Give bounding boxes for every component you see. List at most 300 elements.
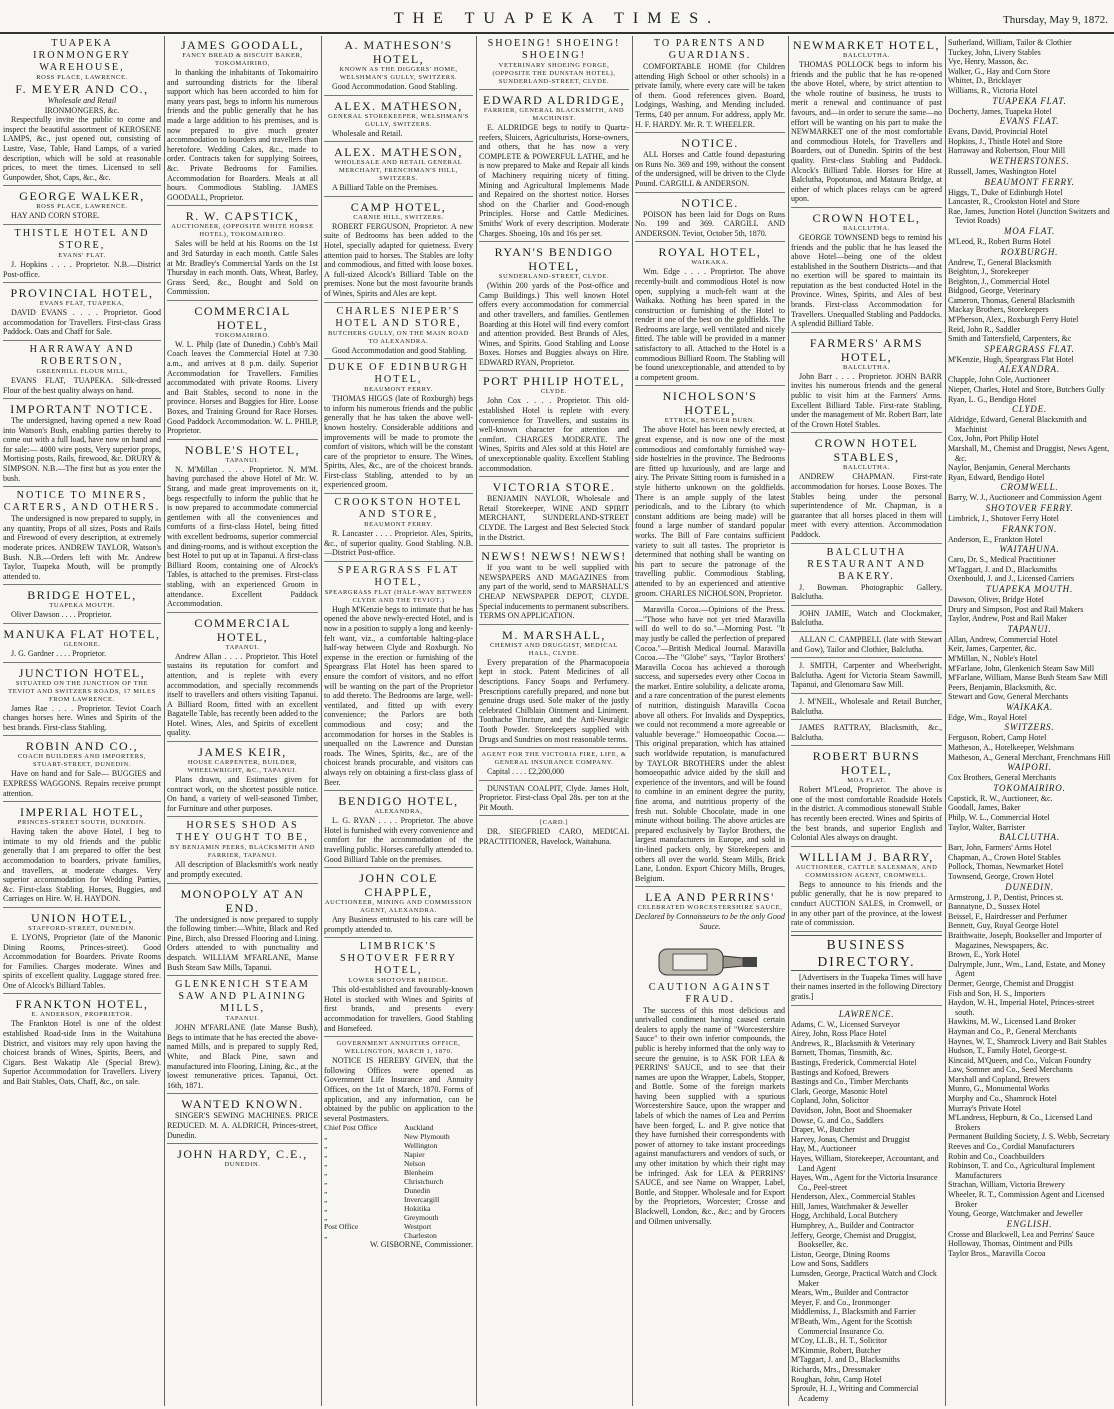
ad-subheading: EVANS' FLAT.	[58, 251, 106, 259]
directory-entry: Beighton, J., Storekeeper	[948, 267, 1029, 277]
directory-entry: Crosse and Blackwell, Lea and Perrins' Sauce	[948, 1229, 1095, 1239]
advertisement	[479, 374, 629, 477]
table-row	[324, 1195, 473, 1204]
advertisement	[479, 245, 629, 371]
column-1	[3, 38, 161, 1404]
column-3	[324, 38, 473, 1404]
directory-entry: Goodall, James, Baker	[948, 803, 1021, 813]
ad-body: ROBERT FERGUSON, Proprietor. A new suite of Bedrooms has been added to the Hotel, specially adapted for quietness. Every attention paid to horses. The Stables are lofty and commodious, and fitted with loose boxes. A full-sized Alcock's Billiard Table on the premises. None but the most favourite brands of Wines, Spirits and Ales are kept.	[324, 221, 473, 298]
ad-subheading: TAPANUI.	[225, 643, 260, 651]
ad-heading: WILLIAM J. BARRY,	[799, 849, 934, 864]
table-cell: Chief Post Office	[324, 1123, 378, 1133]
directory-entry: Taylor, Andrew, Post and Rail Maker	[948, 614, 1067, 624]
ad-line: Wholesale and Retail	[47, 96, 117, 105]
ad-subheading: WAIKAKA.	[691, 259, 729, 267]
ad-body: This old-established and favourably-known Hotel is stocked with Wines and Spirits of first brands, and presents every accommodation for travellers. Good Stabling and Horsefeed.	[324, 985, 473, 1033]
ad-body: ALL Horses and Cattle found depasturing on Runs No. 369 and 199, without the consent of the undersigned, will be driven to the Clyde Pound. CARGILL & ANDERSON.	[635, 150, 785, 188]
table-row	[324, 1141, 473, 1150]
directory-section	[948, 156, 1111, 177]
directory-section	[948, 247, 1111, 344]
ad-firm-name: F. MEYER AND CO.,	[15, 82, 149, 96]
ad-body: John Barr . . . . Proprietor. JOHN BARR invites his numerous friends and the general public to visit him at the Farmers' Arms. Excellent Billiard Table. First-rate Stabling, under the management of Mr. Robert Barr, late of the Crown Hotel Stables.	[791, 371, 942, 429]
table-cell: Charleston	[403, 1231, 437, 1241]
ad-line: IRONMONGERS, &c.	[44, 105, 120, 115]
ad-heading: RYAN'S BENDIGO HOTEL,	[494, 245, 614, 274]
directory-entry: Bannatyne, D., Sussex Hotel	[948, 902, 1040, 912]
ad-body: L. G. RYAN . . . . Proprietor. The above Hotel is furnished with every convenience and comfort for the accommodation of the travelling public. Horses carefully attended to. Good Billiard Table on the premises.	[324, 816, 473, 864]
directory-entry: Kincaid, M'Queen, and Co., Vulcan Foundry	[948, 1055, 1092, 1065]
directory-entry: Walker, G., Hay and Corn Store	[948, 66, 1051, 76]
directory-section-heading: ENGLISH.	[1006, 1218, 1053, 1229]
ad-subheading: PRINCES-STREET SOUTH, DUNEDIN.	[17, 819, 147, 827]
ad-heading: CROWN HOTEL STABLES,	[814, 436, 919, 465]
ad-subheading: FARRIER, GENERAL BLACKSMITH, AND MACHINIST.	[483, 107, 625, 122]
table-cell: New Plymouth	[403, 1132, 450, 1142]
directory-section	[948, 762, 1111, 783]
ad-body: Oliver Dawson . . . . Proprietor.	[11, 610, 112, 620]
directory-entry: Drury and Simpson, Post and Rail Makers	[948, 604, 1084, 614]
directory-entry: Limbrick, J., Shotover Ferry Hotel	[948, 513, 1059, 523]
directory-section-heading: CLYDE.	[1012, 404, 1047, 415]
advertisement	[479, 784, 629, 817]
ad-body: Robert M'Leod, Proprietor. The above is one of the most comfortable Roadside Hotels in the district. A commodious stonewall Stable has recently been erected. Wines and Spirits of the best brands, and superior English and Colonial Ales always on draught.	[791, 785, 942, 843]
ad-body: James Rae . . . . Proprietor. Teviot Coach changes horses here. Wines and Spirits of the best brands. First-class Stabling.	[3, 703, 161, 732]
ad-subheading: GENERAL STOREKEEPER, WELSHMAN'S GULLY, SWITZERS.	[328, 112, 469, 128]
directory-entry: Nieper, Charles, Hotel and Store, Butchers Gully	[948, 385, 1105, 395]
directory-entry: Hayman and Co., P., General Merchants	[948, 1026, 1077, 1036]
ad-heading: A. MATHESON'S HOTEL,	[344, 38, 453, 66]
ad-body: ALLAN C. CAMPBELL (late with Stewart and Gow), Tailor and Clothier, Balclutha.	[791, 634, 942, 654]
directory-entry: Fish and Son, H. S., Importers	[948, 988, 1046, 998]
ad-body: Every preparation of the Pharmacopoeia kept in stock. Patent Medicines of all descriptions. Fancy Soaps and Perfumery. Prescriptions carefully prepared, and none but genuine drugs used. Sole maker of the justly celebrated Chilblain Ointment and Liniment. Toothache Tincture, and the Anti-Neuralgic Tooth Powder. Storekeepers supplied with Drugs and Sundries on most reasonable terms.	[479, 657, 629, 744]
directory-entry: Wheeler, R. T., Commission Agent and Licensed Broker	[948, 1190, 1105, 1209]
advertisement	[3, 402, 161, 487]
ad-heading: BRIDGE HOTEL,	[27, 588, 137, 603]
directory-entry: Edge, Wm., Royal Hotel	[948, 712, 1027, 722]
directory-entry: Townsend, George, Crown Hotel	[948, 872, 1054, 881]
ad-body: Good Accommodation and good Stabling.	[332, 345, 467, 355]
post-office-table	[324, 1123, 473, 1240]
ad-heading: CHARLES NIEPER'S HOTEL AND STORE,	[335, 305, 462, 329]
directory-entry: Hayes, Wm., Agent for the Victoria Insurance Co., Peel-street	[791, 1173, 938, 1192]
ad-subheading: COACH BUILDERS AND IMPORTERS, STUART-STREET, DUNEDIN.	[17, 753, 147, 769]
ad-body: J. Hopkins . . . . Proprietor. N.B.—District Post-office.	[3, 259, 161, 279]
advertisement	[791, 336, 942, 434]
directory-entry: Smith and Tattersfield, Carpenters, &c	[948, 334, 1072, 344]
directory-entry: Barry, W. J., Auctioneer and Commission Agent	[948, 493, 1102, 503]
directory-entry: Davidson, John, Boot and Shoemaker	[791, 1105, 912, 1115]
directory-entry: Aldridge, Edward, General Blacksmith and Machinist	[948, 415, 1087, 434]
directory-entry: Caro, Dr. S., Medical Practitioner	[948, 555, 1056, 565]
ad-heading: LEA AND PERRINS'	[645, 890, 775, 905]
directory-section-heading: SWITZERS.	[1004, 722, 1055, 733]
directory-entry: Cox Brothers, General Merchants	[948, 773, 1056, 783]
ad-heading: NEWMARKET HOTEL,	[792, 38, 941, 52]
ad-subheading: BUTCHERS GULLY, ON THE MAIN ROAD TO ALEXANDRA.	[327, 329, 470, 345]
table-row	[324, 1186, 473, 1195]
advertisement	[3, 997, 161, 1089]
advertisement	[791, 723, 942, 746]
ad-heading: EDWARD ALDRIDGE,	[483, 93, 625, 107]
advertisement	[791, 661, 942, 694]
advertisement	[791, 635, 942, 658]
column-4	[479, 38, 629, 1404]
ad-body: Sales will be held at his Rooms on the 1st and 3rd Saturday in each month. Cattle Sales at Mr. Bradley's Commercial Yards on the 1st Thursday in each month. Oats, Wheat, Barley, Grass Seed, &c., Bought and Sold on Commission.	[167, 239, 318, 297]
directory-entry: M'Leod, R., Robert Burns Hotel	[948, 236, 1051, 246]
ad-body: SINGER'S SEWING MACHINES. PRICE REDUCED. M. A. ALDRICH, Princes-street, Dunedin.	[167, 1111, 318, 1140]
table-row	[324, 1132, 473, 1141]
ad-heading: CROWN HOTEL,	[812, 210, 921, 225]
directory-entry: Liston, George, Dining Rooms	[791, 1249, 890, 1259]
directory-entry: Lancaster, R., Crookston Hotel and Store	[948, 197, 1080, 207]
table-cell: Dunedin	[403, 1186, 431, 1196]
ad-body: NOTICE IS HEREBY GIVEN, that the following Offices were opened as Government Life Insurance and Annuity Offices, on the 1st of March, 1870. Forms of application, and any information, can be obtained by the public on application to the several Postmasters.	[324, 1056, 473, 1123]
ad-subheading: DUNEDIN.	[224, 1161, 261, 1169]
table-cell: „	[324, 1132, 328, 1142]
directory-section-heading: DUNEDIN.	[1005, 881, 1054, 892]
directory-entry: Dermer, George, Chemist and Druggist	[948, 978, 1074, 988]
ad-heading: ALEX. MATHESON,	[334, 98, 463, 113]
table-row	[324, 1168, 473, 1177]
directory-section	[948, 482, 1111, 503]
directory-entry: Lumsden, George, Practical Watch and Clock Maker	[791, 1269, 937, 1288]
directory-section-heading: BALCLUTHA.	[999, 832, 1060, 843]
advertisement	[3, 739, 161, 802]
directory-entry: Chapple, John Cole, Auctioneer	[948, 375, 1050, 385]
ad-heading: THISTLE HOTEL AND STORE,	[14, 227, 150, 251]
advertisement	[167, 443, 318, 613]
advertisement	[635, 605, 785, 887]
advertisement	[479, 628, 629, 748]
directory-entry: Dawson, Oliver, Bridge Hotel	[948, 594, 1044, 604]
ad-subheading: BALCLUTHA.	[843, 224, 890, 232]
directory-entry: Jeffery, George, Chemist and Druggist, Bookseller, &c.	[791, 1230, 917, 1250]
ad-body: J. SMITH, Carpenter and Wheelwright, Balclutha. Agent for Victoria Steam Sawmill, Tapanui, and Glenomaru Saw Mill.	[791, 661, 942, 690]
directory-entry: M'Farlane, John, Glenkenich Steam Saw Mill	[948, 663, 1095, 673]
directory-section	[948, 544, 1111, 584]
directory-section	[948, 624, 1111, 702]
table-cell: Nelson	[403, 1159, 426, 1169]
directory-entry: Murray's Private Hotel	[948, 1103, 1021, 1113]
ad-heading: HORSES SHOD AS THEY OUGHT TO BE,	[176, 820, 309, 844]
directory-entry: Keir, James, Carpenter, &c.	[948, 644, 1037, 654]
ad-body: A Billiard Table on the Premises.	[332, 183, 438, 193]
advertisement	[167, 616, 318, 742]
directory-section-heading: WAITAHUNA.	[999, 544, 1060, 555]
ad-body: Declared by Connoisseurs to be the only Good Sauce.	[635, 912, 785, 931]
directory-entry: Sutherland, William, Tailor & Clothier	[948, 38, 1072, 47]
directory-entry: Law, Somner and Co., Seed Merchants	[948, 1065, 1073, 1075]
ad-heading: CROOKSTON HOTEL AND STORE,	[334, 497, 463, 521]
directory-entry: Higgs, T., Duke of Edinburgh Hotel	[948, 187, 1063, 197]
ad-subheading: TAPANUI.	[225, 456, 260, 464]
ad-heading: WANTED KNOWN.	[181, 1097, 304, 1112]
directory-entry: Stewart and Gow, General Merchants	[948, 692, 1069, 702]
column-5	[635, 38, 785, 1404]
ad-subheading: GREENHILL FLOUR MILL,	[36, 367, 128, 375]
directory-entry: Reeves and Co., Cordial Manufacturers	[948, 1142, 1075, 1152]
directory-entry: Matheson, A., General Merchant, Frenchmans Hill	[948, 752, 1111, 762]
advertisement	[791, 749, 942, 847]
directory-entry: Middlemiss, J., Blacksmith and Farrier	[791, 1307, 916, 1317]
directory-section-heading: FRANKTON.	[1001, 523, 1058, 534]
directory-section-heading: SPEARGRASS FLAT.	[984, 343, 1075, 354]
ad-body: Respectfully invite the public to come and inspect the beautiful assortment of KEROSENE LAMPS, &c., just opened out, consisting of Lustre, Vase, Table, Hand Lamps, of a varied description, which will be sold at reasonable prices, to meet the times. Licensed to sell Gunpowder, Shot, Caps, &c., &c.	[3, 115, 161, 182]
ad-body: John Cox . . . . Proprietor. This old-established Hotel is replete with every convenience for Travellers, and sustains its well-known character for attention and comfort. CHARGES MODERATE. The Wines, Spirits and Ales sold at this Hotel are of unexceptionable quality. Excellent Stabling accommodation.	[479, 396, 629, 473]
ad-heading: JUNCTION HOTEL,	[18, 665, 146, 680]
directory-entry: Robinson, T. and Co., Agricultural Implement Manufacturers	[948, 1161, 1096, 1180]
table-cell: „	[324, 1141, 328, 1151]
directory-entry: M'Kenzie, Hugh, Speargrass Flat Hotel	[948, 354, 1074, 364]
directory-section	[948, 524, 1111, 545]
ad-body: The undersigned is now prepared to supply, in any quantity, Props of all sizes, Posts and Rails and Firewood of every description, at extremely moderate prices. ANDREW TAYLOR, Watson's Bush. N.B.—Orders left with Mr. Andrew Taylor, Tuapeka Mouth, will be promptly attended to.	[3, 514, 161, 581]
directory-entry: Rae, James, Junction Hotel (Junction Switzers and Teviot Roads)	[948, 206, 1110, 226]
directory-entry: Armstrong, J. P., Dentist, Princes st.	[948, 892, 1064, 902]
directory-entry: Allan, Andrew, Commercial Hotel	[948, 634, 1058, 644]
directory-entry: Hayes, William, Storekeeper, Accountant, and Land Agent	[791, 1153, 939, 1173]
directory-entry: Sproule, H. J., Writing and Commercial Academy	[791, 1384, 919, 1403]
ad-body: JOHN M'FARLANE (late Manse Bush), Begs to intimate that he has erected the above-named Mills, and is prepared to supply Red, White, and Black Pine, sawn and manufactured into Flooring, Lining, &c., at the lowest remunerative prices. Tapanui, Oct. 16th, 1871.	[167, 1023, 318, 1090]
directory-entry: Cameron, Thomas, General Blacksmith	[948, 295, 1075, 305]
ad-heading: PROVINCIAL HOTEL,	[10, 286, 154, 301]
ad-body: DR. SIEGFRIED CARO, MEDICAL PRACTITIONER, Havelock, Waitahuna.	[479, 827, 629, 847]
directory-entry: Hudson, T., Family Hotel, George-st.	[948, 1046, 1067, 1056]
directory-entry: M'Taggart, J. and D., Blacksmiths	[948, 564, 1057, 574]
ad-subheading: AUCTIONEER, (OPPOSITE WHITE HORSE HOTEL), TOKOMAIRIRO.	[171, 223, 314, 239]
table-row	[324, 1150, 473, 1159]
ad-body: HAY AND CORN STORE.	[11, 211, 100, 221]
ad-heading: MONOPOLY AT AN END.	[180, 886, 305, 915]
directory-entry: Williams, R., Victoria Hotel	[948, 85, 1038, 95]
directory-section	[948, 364, 1111, 404]
directory-entry: M'Beath, Wm., Agent for the Scottish Commercial Insurance Co.	[791, 1317, 912, 1336]
directory-entry: Pollock, Thomas, Newmarket Hotel	[948, 862, 1064, 872]
ad-subheading: BALCLUTHA.	[843, 363, 890, 371]
ad-heading: GEORGE WALKER,	[19, 189, 145, 204]
directory-entry: Russell, James, Washington Hotel	[948, 166, 1057, 176]
advertisement	[167, 1147, 318, 1172]
advertisement	[3, 490, 161, 585]
ad-subheading: HOUSE CARPENTER, BUILDER, WHEELWRIGHT, &C., TAPANUI.	[187, 759, 298, 775]
ad-body: Wholesale and Retail.	[332, 128, 403, 138]
masthead-rule	[0, 32, 1114, 34]
table-cell: Westport	[403, 1222, 432, 1232]
ad-subheading: TOKOMAIRIRO.	[215, 331, 270, 339]
ad-body: J. Bowman. Photographic Gallery, Balclutha.	[791, 582, 942, 602]
ad-subheading: BALCLUTHA.	[843, 464, 890, 472]
ad-subheading: CHEMIST AND DRUGGIST, MEDICAL HALL, CLYDE.	[489, 641, 619, 657]
ad-subheading: CELEBRATED WORCESTERSHIRE SAUCE,	[637, 904, 783, 912]
directory-entry: Hogg, Archibald, Local Butchery	[791, 1211, 898, 1221]
table-row	[324, 1177, 473, 1186]
directory-entry: Matheson, A., Hotelkeeper, Welshmans	[948, 743, 1075, 753]
directory-entry: Strachan, William, Victoria Brewery	[948, 1180, 1065, 1190]
directory-section-heading: LAWRENCE.	[838, 1008, 895, 1019]
ad-heading: MANUKA FLAT HOTEL,	[3, 627, 161, 641]
directory-entry: Barnett, Thomas, Tinsmith, &c.	[791, 1048, 893, 1058]
directory-entry: Naylor, Benjamin, General Merchants	[948, 463, 1071, 473]
directory-entry: Beighton, J., Commercial Hotel	[948, 276, 1050, 286]
directory-entry: Ryan, L. G., Bendigo Hotel	[948, 394, 1037, 404]
ad-subheading: BALCLUTHA.	[843, 52, 890, 59]
directory-section-heading: CROMWELL.	[1000, 482, 1059, 493]
ad-heading: GLENKENICH STEAM SAW AND PLAINING MILLS,	[175, 979, 310, 1015]
advertisement	[635, 245, 785, 386]
advertisement	[3, 588, 161, 624]
advertisement	[324, 941, 473, 1037]
directory-entry: Anderson, E., Frankton Hotel	[948, 534, 1043, 544]
directory-section	[948, 344, 1111, 365]
ad-heading: NOBLE'S HOTEL,	[184, 442, 301, 457]
table-cell: „	[324, 1195, 328, 1205]
directory-entry: Oxenbould, J. and J., Licensed Carriers	[948, 574, 1074, 584]
ad-body: Have on hand and for Sale— BUGGIES and EXPRESS WAGGONS. Repairs receive prompt attention.	[3, 769, 161, 798]
ad-body: POISON has been laid for Dogs on Runs No. 199 and 369. CARGILL AND ANDERSON. Teviot, October 5th, 1870.	[635, 209, 785, 238]
directory-entry: Peers, Benjamin, Blacksmith, &c.	[948, 682, 1057, 692]
ad-body: If you want to be well supplied with NEWSPAPERS AND MAGAZINES from any part of the world, send to MARSHALL'S CHEAP NEWSPAPER DEPOT, CLYDE. Special inducements to permanent subscribers. TERMS ON APPLICATION.	[479, 563, 629, 621]
directory-entry: M'Farlane, William, Manse Bush Steam Saw Mill	[948, 673, 1108, 683]
ad-heading: LIMBRICK'S SHOTOVER FERRY HOTEL,	[340, 941, 457, 977]
table-row	[324, 1231, 473, 1240]
directory-section	[948, 96, 1111, 117]
advertisement	[479, 93, 629, 242]
ad-heading: TUAPEKA IRONMONGERY WAREHOUSE,	[33, 38, 131, 73]
directory-entry: Bennett, Guy, Royal George Hotel	[948, 921, 1059, 931]
column-7-directory	[948, 38, 1111, 1404]
table-cell: „	[324, 1150, 328, 1160]
ad-subheading: ROSS PLACE, LAWRENCE.	[36, 74, 128, 81]
advertisement	[791, 38, 942, 208]
ad-subheading: WHOLESALE AND RETAIL GENERAL MERCHANT, FRENCHMAN'S HILL, SWITZERS.	[334, 159, 463, 183]
ad-body: The undersigned is now prepared to supply the following timber:—White, Black and Red Pine, Birch, also Dressed Flooring and Lining. Orders attended to with punctuality and despatch. WILLIAM M'FARLANE, Manse Bush Steam Saw Mills, Tapanui.	[167, 914, 318, 972]
ad-heading: M. MARSHALL,	[502, 627, 606, 642]
directory-entry: Mackay Brothers, Storekeepers	[948, 305, 1049, 315]
ad-heading: CAMP HOTEL,	[350, 199, 447, 214]
ad-heading: DUKE OF EDINBURGH HOTEL,	[328, 362, 469, 386]
column-rule	[632, 36, 633, 1406]
ad-body: The above Hotel has been newly erected, at great expense, and is now one of the most commodious and comfortably furnished way-side hostelries in the province. The Bedrooms are fitted up luxuriously, and are large and airy. The Private Sitting room is furnished in a style hitherto unknown on the goldfields. There is an ample supply of the latest periodicals, and to the Library (to which constant additions are being made) will be found a large number of standard popular works. The Bill of Fare contains sufficient variety to suit all tastes. The proprietor is determined that nothing shall be wanting on his part to secure the patronage of the travelling public. Commodious Stabling, attended to by an experienced and attentive groom. CHARLES NICHOLSON, Proprietor.	[635, 425, 785, 598]
directory-section-heading: WAIPORI.	[1007, 762, 1052, 773]
directory-section-heading: TOKOMAIRIRO.	[993, 782, 1066, 793]
ad-heading: FARMERS' ARMS HOTEL,	[809, 335, 924, 364]
ad-subheading: VETERINARY SHOEING FORGE, (OPPOSITE THE DUNSTAN HOTEL), SUNDERLAND-STREET, CLYDE.	[492, 62, 616, 85]
sauce-bottle-illustration	[655, 934, 765, 980]
table-cell: „	[324, 1213, 328, 1223]
column-2	[167, 38, 318, 1404]
advertisement	[324, 362, 473, 494]
directory-entry: Roughan, John, Camp Hotel	[791, 1374, 882, 1384]
ad-subheading: STAFFORD-STREET, DUNEDIN.	[28, 924, 136, 932]
table-row	[324, 1123, 473, 1132]
advertisement	[479, 751, 629, 781]
directory-entry: Holloway, Thomas, Ointment and Pills	[948, 1239, 1073, 1249]
directory-entry: Docherty, James, Tuapeka Hotel	[948, 106, 1052, 116]
ad-body: THOMAS HIGGS (late of Roxburgh) begs to inform his numerous friends and the public generally that he has taken the above well-known hostelry. Considerable additions and improvements will be made to promote the comfort of visitors, which will be the constant care of the proprietor to ensure. The Wines, Spirits, Ales, &c., are of the choicest brands. First-class Stabling, attended to by an experienced groom.	[324, 394, 473, 490]
advertisement	[167, 820, 318, 883]
ad-heading: NOTICE.	[681, 136, 739, 151]
ad-subheading: E. ANDERSON, PROPRIETOR.	[31, 1011, 133, 1019]
ad-body: Andrew Allan . . . . Proprietor. This Hotel sustains its reputation for comfort and attention, and is replete with every accommodation, and specially recommends itself to travellers and others visiting Tapanui. A Billiard Room, fitted with an excellent Bagatelle Table, has recently been added to the Hotel. Wines, Ales, and Spirits of excellent quality.	[167, 651, 318, 738]
ad-body: THOMAS POLLOCK begs to inform his friends and the public that he has re-opened the above Hotel, where, by strict attention to the whole routine of business, he trusts to merit a renewal and continuance of past favours, and—in order to secure the same—no effort will be wanting on his part to make the NEWMARKET one of the most comfortable and commodious Hotels, for Travellers and Boarders, out of Dunedin. Spirits of the best quality. First-class Stabling and Paddock. Alcock's Billiard Table. Horses for Hire at Balclutha, Popotunoa, and Mataura Bridge, at either of which places relays can be agreed upon.	[791, 60, 942, 204]
directory-section	[948, 503, 1111, 524]
advertisement	[324, 38, 473, 96]
ad-heading: COMMERCIAL HOTEL,	[194, 303, 291, 332]
ad-body: Good Accommodation. Good Stabling.	[332, 82, 458, 91]
ad-heading: BALCLUTHA RESTAURANT AND BAKERY.	[807, 546, 926, 582]
ad-heading: SHOEING! SHOEING! SHOEING!	[487, 38, 621, 61]
directory-section	[948, 832, 1111, 881]
ad-body: Begs to announce to his friends and the public generally, that he is now prepared to conduct AUCTION SALES, in Cromwell, or in any other part of the province, at the lowest rate of commission.	[791, 879, 942, 928]
ad-body: JOHN JAMIE, Watch and Clockmaker, Balclutha.	[791, 608, 942, 628]
ad-body: J. G. Gardner . . . . Proprietor.	[11, 649, 107, 658]
column-rule	[945, 36, 946, 1406]
ad-body: Capital . . . . £2,200,000	[487, 767, 565, 777]
advertisement	[791, 1009, 942, 1404]
table-cell: „	[324, 1168, 328, 1178]
directory-entry: Whittet, D., Bricklayer	[948, 76, 1022, 86]
advertisement	[3, 805, 161, 908]
advertisement	[3, 189, 161, 225]
directory-section	[948, 116, 1111, 156]
directory-entry: Philp, W. L., Commercial Hotel	[948, 813, 1050, 823]
directory-entry: Clark, George, Masonic Hotel	[791, 1086, 888, 1096]
table-cell: Christchurch	[403, 1177, 444, 1187]
directory-section-heading: WETHERSTONES.	[989, 155, 1070, 166]
table-cell: „	[324, 1177, 328, 1187]
ad-heading: ROBERT BURNS HOTEL,	[812, 749, 921, 778]
advertisement	[167, 979, 318, 1094]
advertisement	[167, 1097, 318, 1144]
directory-entry: Harraway and Robertson, Flour Mill	[948, 146, 1066, 156]
directory-entry: Marshall and Copland, Brewers	[948, 1074, 1050, 1084]
directory-entry: Robin and Co., Coachbuilders	[948, 1151, 1045, 1161]
directory-entry: Reid, John R., Saddler	[948, 324, 1020, 334]
directory-entry: Haydon, W. H., Imperial Hotel, Princes-street south.	[948, 998, 1095, 1017]
ad-heading: TO PARENTS AND GUARDIANS.	[653, 38, 767, 61]
advertisement	[635, 38, 785, 133]
ad-heading: PORT PHILIP HOTEL,	[483, 374, 625, 389]
ad-body: W. L. Philp (late of Dunedin.) Cobb's Mail Coach leaves the Commercial Hotel at 7.30 a.m., and arrives at 8 p.m. daily. Superior Accommodation for Travellers. Families accommodated with private Rooms. Livery and Bait Stables, second to none in the province. Horses and Buggies for Hire. Loose Boxes, and Training Ground for Race Horses. Good Paddock Accommodation. W. L. PHILP, Proprietor.	[167, 339, 318, 436]
ad-subheading: SUNDERLAND-STREET, CLYDE.	[498, 273, 610, 281]
directory-entry: Vye, Henry, Masson, &c.	[948, 57, 1029, 67]
advertisement	[791, 850, 942, 932]
ad-body: Wm. Edge . . . . Proprietor. The above recently-built and commodious Hotel is now open, supplying a much-felt want at the Waikaka. Nothing has been spared in the construction or furnishing of the Hotel to render it one of the best on the goldfields. The Bedrooms are large, well ventilated and nicely fitted. The table will be provided in a manner satisfactory to all. Attached to the Hotel is a commodious Billiard Room. The Stabling will be found unexceptionable, and attended to by a competent groom.	[635, 267, 785, 382]
ad-body: COMFORTABLE HOME (for Children attending High School or other schools) in a private family, where every care will be taken of them. Good references given. Board, Lodgings, Washing, and Mending included. Terms, £40 per annum. For address, apply Mr. H. F. HARDY. Mr. R. T. WHEELER.	[635, 62, 785, 129]
ad-subheading: CLYDE.	[540, 388, 568, 396]
directory-entry: Andrews, R., Blacksmith & Veterinary	[791, 1038, 916, 1048]
ad-body: Hugh M'Kenzie begs to intimate that he has opened the above newly-erected Hotel, and is now in a position to supply a long and keenly-felt want, viz., a comfortable halting-place half-way between Clyde and Roxburgh. No expense in the erection or furnishing of the Speargrass Flat Hotel has been spared to ensure the comfort of visitors, and no effort will be wanting on the part of the Proprietor to add thereto. The Bedrooms are large, well-ventilated, and fitted up with every convenience; the Parlors are both commodious and cosy; and the accommodation for horses in the Stables is unequalled on the Lawrence and Dunstan roads. The Wines, Spirits, &c., are of the choicest brands procurable, and visitors can always rely on obtaining a first-class glass of Beer.	[324, 604, 473, 787]
directory-section	[948, 226, 1111, 247]
ad-body: DAVID EVANS . . . . Proprietor. Good accommodation for Travellers. First-class Grass Paddock. Oats and Chaff for Sale.	[3, 308, 161, 337]
column-rule	[788, 36, 789, 1406]
ad-body: Any Business entrusted to his care will be promptly attended to.	[324, 915, 473, 934]
ad-subheading: LOWER SHOTOVER BRIDGE.	[348, 977, 449, 985]
directory-entry: Marshall, M., Chemist and Druggist, News Agent, &c.	[948, 444, 1110, 463]
ad-heading: VICTORIA STORE.	[492, 480, 616, 495]
ad-heading: ROYAL HOTEL,	[658, 245, 762, 260]
ad-heading: JOHN HARDY, C.E.,	[177, 1147, 308, 1162]
ad-body: Plans drawn, and Estimates given for contract work, on the shortest possible notice. On hand, a variety of well-seasoned Timber, for Furniture and other purposes.	[167, 775, 318, 813]
advertisement	[324, 871, 473, 938]
directory-section	[948, 722, 1111, 762]
advertisement	[3, 286, 161, 341]
ad-body: E. ALDRIDGE begs to notify to Quartz-reefers, Sluicers, Agriculturists, Horse-owners, and others, that he has now a very COMPLETE & POWERFUL LATHE, and he is now prepared to Make and Repair all kinds of Machinery requiring nicety of fitting. Mining and Agricultural Implements Made and Repaired on the shortest notice. Horses shod on the Charlier and Good-enough Principles. Horse and Cattle Medicines. Smiths' Work of every description. Moderate Charges. Shoeing, 10s and 16s per set.	[479, 123, 629, 238]
directory-entry: Munro, G., Monumental Works	[948, 1084, 1049, 1094]
advertisement	[791, 547, 942, 606]
advertisement	[3, 38, 161, 186]
advertisement	[635, 389, 785, 602]
directory-entry: Dalrymple, Junr., Wm., Land, Estate, and Money Agent	[948, 959, 1106, 979]
